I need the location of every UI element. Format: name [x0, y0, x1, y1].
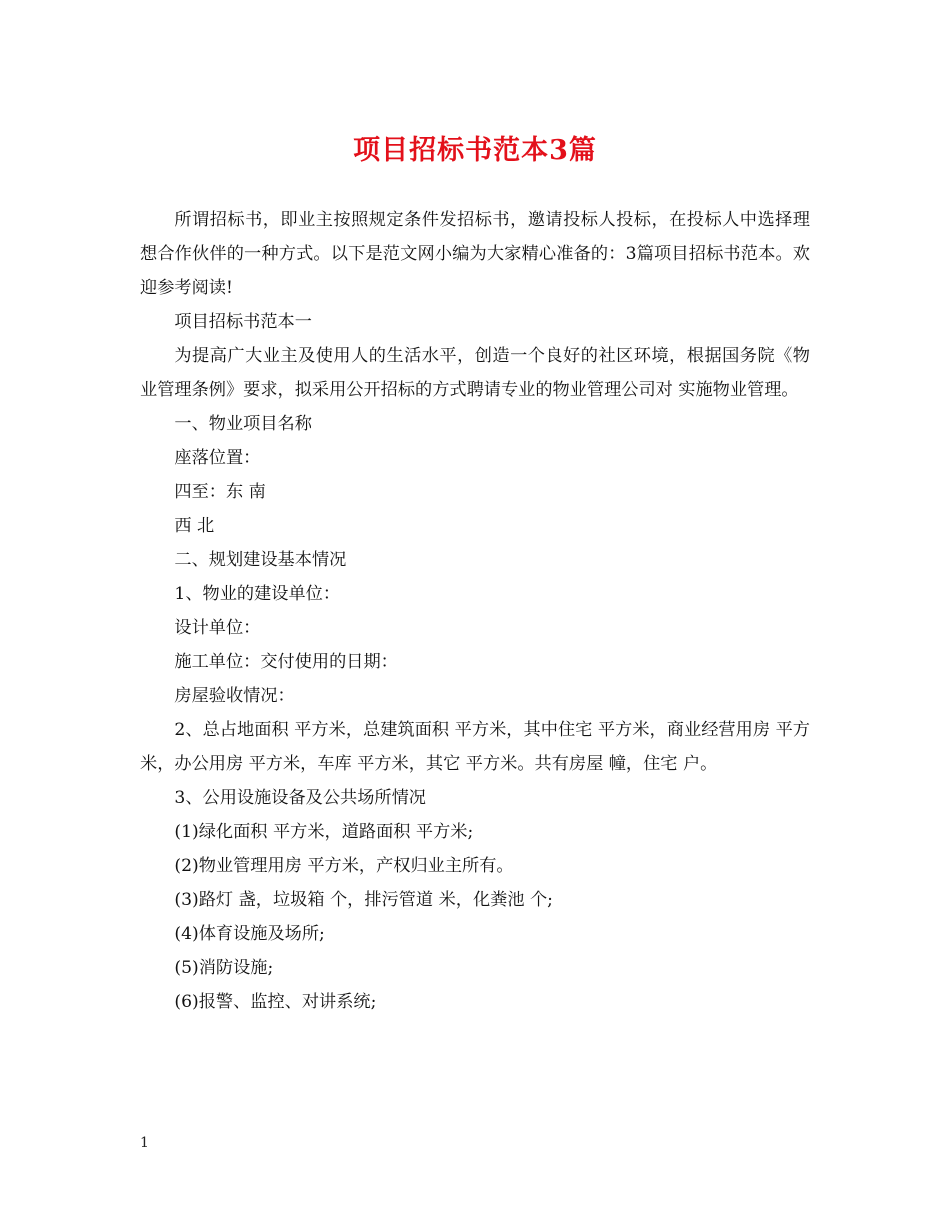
section-heading: 二、规划建设基本情况	[174, 550, 347, 570]
document-title: 项目招标书范本3篇	[353, 135, 597, 166]
paragraph: 2、总占地面积 平方米，总建筑面积 平方米，其中住宅 平方米，商业经营用房 平方米，办公用房 平方米，车库 平方米，其它 平方米。共有房屋 幢，住宅 户。	[140, 720, 810, 774]
paragraph: 施工单位：交付使用的日期：	[174, 652, 398, 672]
paragraph: 为提高广大业主及使用人的生活水平，创造一个良好的社区环境，根据国务院《物业管理条例》要求，拟采用公开招标的方式聘请专业的物业管理公司对 实施物业管理。	[140, 346, 810, 400]
list-item: (5)消防设施;	[174, 958, 274, 978]
paragraph: 西 北	[174, 516, 215, 536]
list-item: (2)物业管理用房 平方米，产权归业主所有。	[174, 856, 514, 876]
page-number: 1	[140, 1135, 149, 1151]
paragraph: 房屋验收情况：	[174, 686, 295, 706]
paragraph: 3、公用设施设备及公共场所情况	[174, 788, 426, 808]
list-item: (3)路灯 盏，垃圾箱 个，排污管道 米，化粪池 个;	[174, 890, 553, 910]
paragraph: 所谓招标书，即业主按照规定条件发招标书，邀请投标人投标，在投标人中选择理想合作伙伴的一种方式。以下是范文网小编为大家精心准备的：3篇项目招标书范本。欢迎参考阅读!	[140, 210, 810, 298]
paragraph: 座落位置：	[174, 448, 261, 468]
section-heading: 一、物业项目名称	[174, 414, 312, 434]
list-item: (6)报警、监控、对讲系统;	[174, 992, 377, 1012]
paragraph: 四至：东 南	[174, 482, 266, 502]
paragraph: 设计单位：	[174, 618, 261, 638]
list-item: (1)绿化面积 平方米，道路面积 平方米;	[174, 822, 474, 842]
list-item: (4)体育设施及场所;	[174, 924, 325, 944]
document-body	[140, 203, 810, 1019]
paragraph: 1、物业的建设单位：	[174, 584, 341, 604]
section-heading: 项目招标书范本一	[174, 312, 312, 332]
